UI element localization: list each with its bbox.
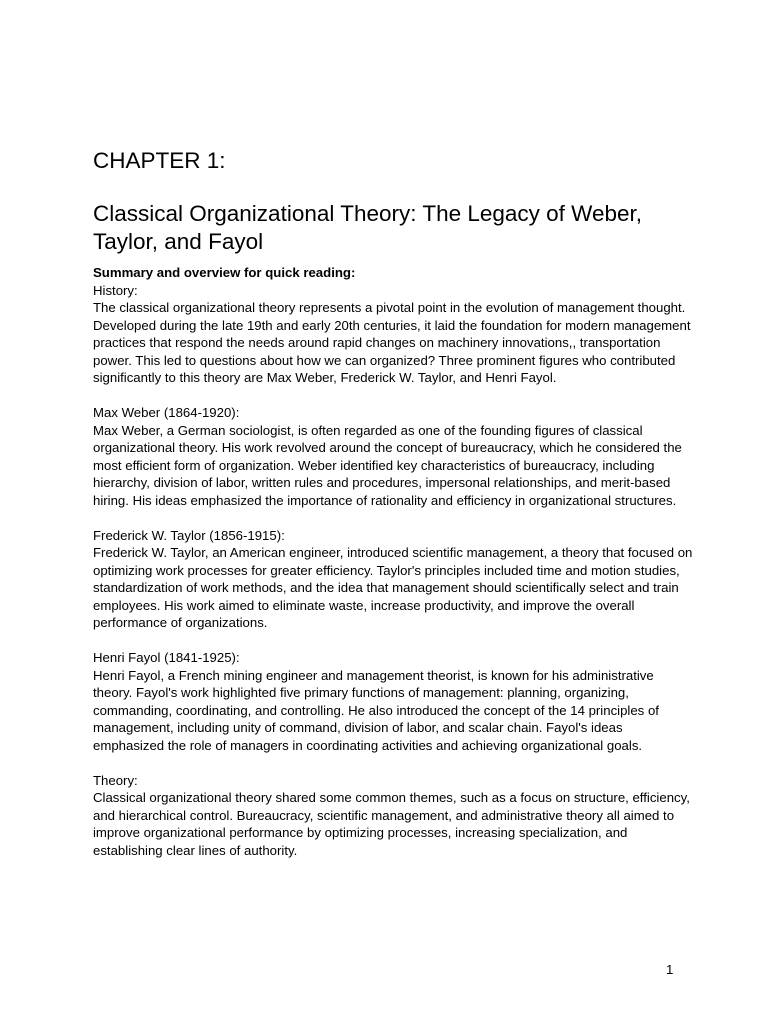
page-number: 1 xyxy=(666,962,674,977)
section-heading: History: xyxy=(93,282,138,298)
chapter-heading: CHAPTER 1: xyxy=(93,148,226,173)
section-body: The classical organizational theory represents a pivotal point in the evolution of management thought. Developed during the late 19th and early 20th centuries, it laid the foundation for modern management practices that respond the needs around rapid changes on machinery innovations,, transportation power. This led to questions about how we can organized? Three prominent figures who contributed significantly to this theory are Max Weber, Frederick W. Taylor, and Henri Fayol. xyxy=(93,300,691,385)
section-body: Frederick W. Taylor, an American engineer, introduced scientific management, a theory that focused on optimizing work processes for greater efficiency. Taylor's principles included time and motion studies, standardization of work methods, and the idea that management should scientifically select and train employees. His work aimed to eliminate waste, increase productivity, and improve the overall performance of organizations. xyxy=(93,545,693,630)
section-body: Henri Fayol, a French mining engineer and management theorist, is known for his administrative theory. Fayol's work highlighted five primary functions of management: planning, organizing, commanding, coordinating, and controlling. He also introduced the concept of the 14 principles of management, including unity of command, division of labor, and scalar chain. Fayol's ideas emphasized the role of managers in coordinating activities and achieving organizational goals. xyxy=(93,667,659,753)
section-henri-fayol xyxy=(93,649,693,754)
section-body: Classical organizational theory shared some common themes, such as a focus on structure, efficiency, and hierarchical control. Bureaucracy, scientific management, and administrative theory all aimed to improve organizational performance by optimizing processes, increasing specialization, and establishing clear lines of authority. xyxy=(93,790,690,858)
chapter-title: Classical Organizational Theory: The Legacy of Weber, Taylor, and Fayol xyxy=(93,201,643,254)
section-max-weber xyxy=(93,404,693,509)
section-theory xyxy=(93,772,693,860)
section-heading: Frederick W. Taylor (1856-1915): xyxy=(93,527,285,543)
section-heading: Max Weber (1864-1920): xyxy=(93,405,240,420)
summary-label: Summary and overview for quick reading: xyxy=(93,265,356,280)
section-heading: Henri Fayol (1841-1925): xyxy=(93,650,240,665)
section-body: Max Weber, a German sociologist, is often regarded as one of the founding figures of classical organizational theory. His work revolved around the concept of bureaucracy, which he considered the most efficient form of organization. Weber identified key characteristics of bureaucracy, including hierarchy, division of labor, written rules and procedures, impersonal relationships, and merit-based hiring. His ideas emphasized the importance of rationality and efficiency in organizational structures. xyxy=(93,422,682,508)
section-frederick-taylor xyxy=(93,527,693,632)
section-history xyxy=(93,282,693,387)
section-heading: Theory: xyxy=(93,772,138,788)
document-page xyxy=(93,146,693,877)
